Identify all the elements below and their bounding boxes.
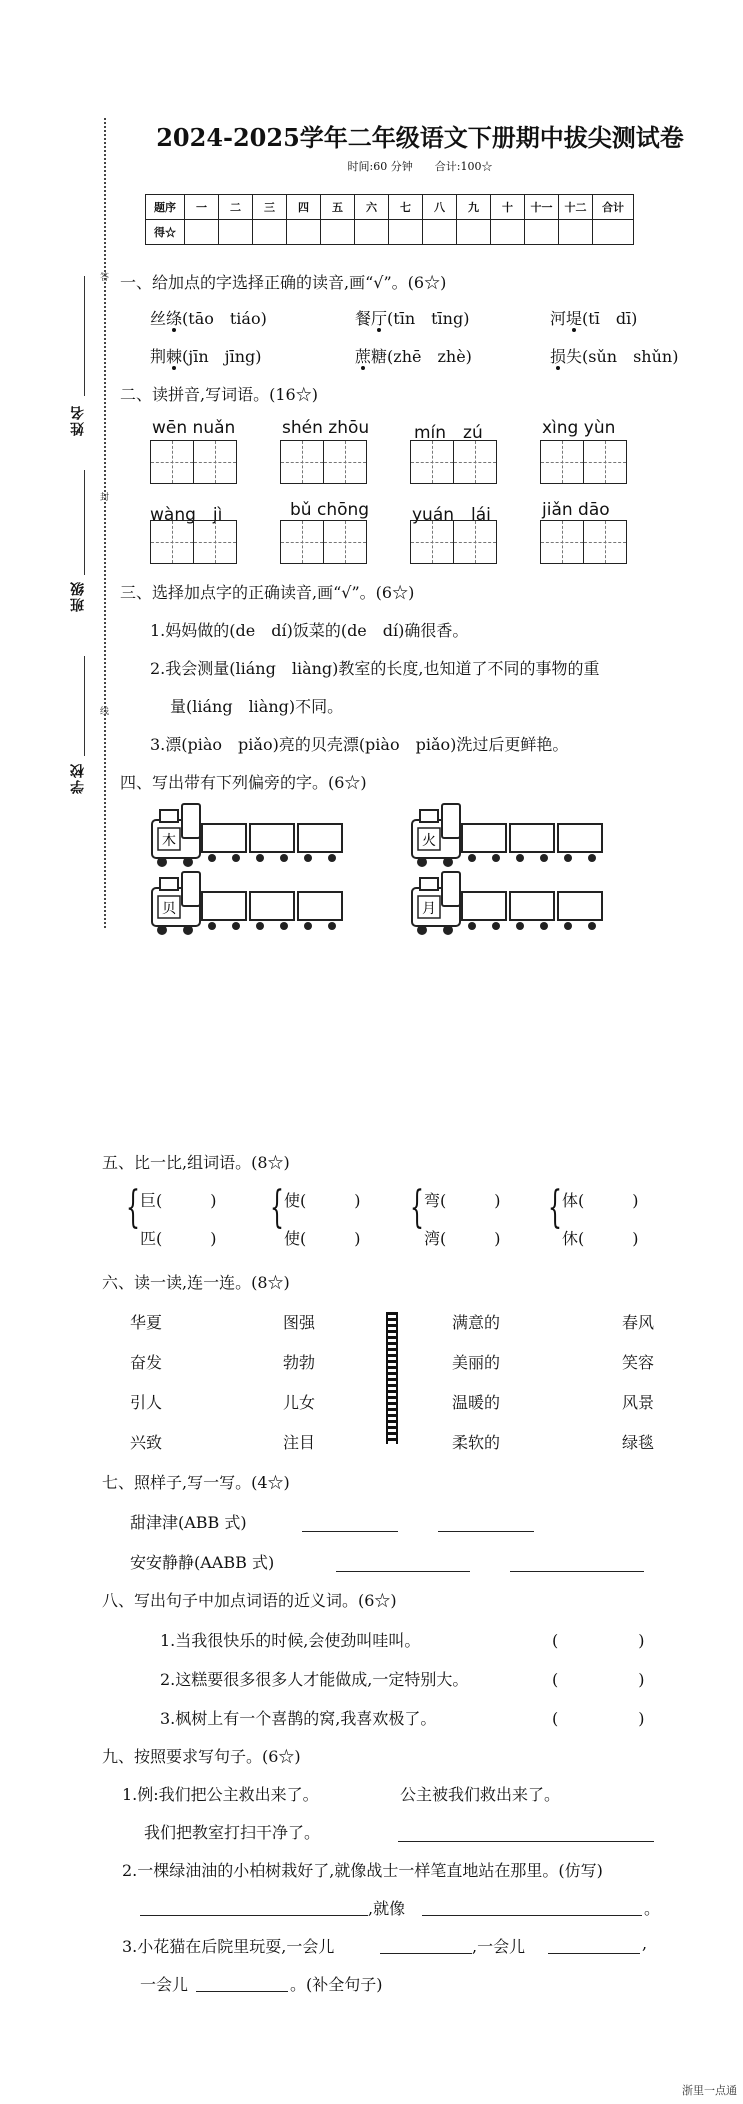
q8-title: 八、写出句子中加点词语的近义词。(6☆) [102,1591,397,1610]
q9-text: ,一会儿 [472,1937,526,1956]
q5-title: 五、比一比,组词语。(8☆) [102,1153,290,1172]
q8-line: 1.当我很快乐的时候,会使劲叫哇叫。 [160,1631,421,1650]
train-illustration [410,868,660,938]
q1-item[interactable]: 荆棘(jīn jīng) [150,347,262,366]
score-header-row [146,195,634,220]
answer-blank[interactable] [422,1914,642,1916]
side-mark-1: 答 [100,273,110,283]
radical-label: 木 [162,833,176,849]
match-word[interactable]: 风景 [622,1393,655,1412]
q3-line[interactable]: 量(liáng liàng)不同。 [170,697,344,716]
match-word[interactable]: 注目 [283,1433,316,1452]
score-cell[interactable] [185,220,219,245]
score-cell[interactable] [457,220,491,245]
score-cell[interactable] [423,220,457,245]
side-class-underline[interactable] [84,470,86,575]
train-illustration [150,800,400,870]
q2-pinyin: mín zú [414,423,483,443]
score-header-cell: 七 [389,195,423,220]
writing-grid-box[interactable] [583,520,627,564]
score-header-cell: 十一 [525,195,559,220]
brace-icon: { [548,1182,562,1233]
q2-pinyin: wēn nuǎn [152,418,236,438]
q9-example-answer: 公主被我们救出来了。 [400,1785,561,1804]
side-class-label: 班级 [70,580,86,612]
side-school-label: 学校 [70,762,86,794]
q7-line: 安安静静(AABB 式) [130,1553,275,1572]
q2-pinyin: jiǎn dāo [542,500,610,520]
side-mark-2: 封 [100,493,110,503]
match-word[interactable]: 兴致 [130,1433,163,1452]
score-header-cell: 八 [423,195,457,220]
writing-grid-box[interactable] [540,520,584,564]
score-header-cell: 题序 [146,195,185,220]
score-header-cell: 十 [491,195,525,220]
q5-item[interactable]: 休( ) [562,1229,639,1248]
writing-grid-box[interactable] [410,440,454,484]
writing-grid-box[interactable] [193,520,237,564]
brace-icon: { [410,1182,424,1233]
q5-item[interactable]: 使( ) [284,1191,361,1210]
score-header-cell: 四 [287,195,321,220]
q3-line[interactable]: 1.妈妈做的(de dí)饭菜的(de dí)确很香。 [150,621,469,640]
score-table [145,194,634,245]
writing-grid-box[interactable] [583,440,627,484]
q2-pinyin: wàng jì [150,505,223,525]
match-word[interactable]: 华夏 [130,1313,163,1332]
q9-text: ,就像 [368,1899,406,1918]
q8-line: 2.这糕要很多很多人才能做成,一定特别大。 [160,1670,469,1689]
writing-grid-box[interactable] [323,520,367,564]
q3-title: 三、选择加点字的正确读音,画“√”。(6☆) [120,583,415,602]
radical-label: 火 [422,833,436,849]
answer-blank[interactable] [196,1990,288,1992]
writing-grid-box[interactable] [150,520,194,564]
answer-blank[interactable] [302,1530,398,1532]
q2-pinyin: shén zhōu [282,418,370,438]
score-cell[interactable] [321,220,355,245]
q9-prompt: 2.一棵绿油油的小柏树栽好了,就像战士一样笔直地站在那里。(仿写) [122,1861,603,1880]
score-header-cell: 五 [321,195,355,220]
answer-blank[interactable] [548,1952,640,1954]
writing-grid-box[interactable] [540,440,584,484]
match-word[interactable]: 笑容 [622,1353,655,1372]
score-cell[interactable] [219,220,253,245]
q1-item[interactable]: 损失(sǔn shǔn) [550,347,679,366]
match-word[interactable]: 引人 [130,1393,163,1412]
q5-item[interactable]: 匹( ) [140,1229,217,1248]
match-word[interactable]: 图强 [283,1313,316,1332]
train-illustration [410,800,660,870]
match-word[interactable]: 勃勃 [283,1353,316,1372]
q1-item[interactable]: 蔗糖(zhē zhè) [355,347,472,366]
score-cell[interactable] [355,220,389,245]
q7-title: 七、照样子,写一写。(4☆) [102,1473,290,1492]
writing-grid-box[interactable] [410,520,454,564]
page-title: 2024-2025学年二年级语文下册期中拔尖测试卷 [156,123,684,152]
writing-grid-box[interactable] [150,440,194,484]
q1-item[interactable]: 河堤(tī dī) [550,309,638,328]
score-cell[interactable] [559,220,593,245]
match-word[interactable]: 绿毯 [622,1433,655,1452]
binding-line [104,118,106,928]
score-cell[interactable] [389,220,423,245]
q9-example: 1.例:我们把公主救出来了。 [122,1785,319,1804]
writing-grid-box[interactable] [280,440,324,484]
score-header-cell: 合计 [593,195,634,220]
match-word[interactable]: 满意的 [452,1313,501,1332]
score-row-label: 得☆ [146,220,185,245]
q8-line: 3.枫树上有一个喜鹊的窝,我喜欢极了。 [160,1709,437,1728]
score-cell[interactable] [525,220,559,245]
q5-item[interactable]: 湾( ) [424,1229,501,1248]
answer-blank[interactable] [380,1952,472,1954]
writing-grid-box[interactable] [453,520,497,564]
q9-title: 九、按照要求写句子。(6☆) [102,1747,301,1766]
q9-text: 。 [644,1899,661,1918]
side-name-label: 姓名 [70,404,86,436]
radical-label: 月 [422,901,436,917]
q3-line[interactable]: 2.我会测量(liáng liàng)教室的长度,也知道了不同的事物的重 [150,659,600,678]
q9-text: , [642,1934,648,1953]
q6-title: 六、读一读,连一连。(8☆) [102,1273,290,1292]
q1-item[interactable]: 餐厅(tīn tīng) [355,309,470,328]
q2-pinyin: bǔ chōng [290,500,370,520]
writing-grid-box[interactable] [193,440,237,484]
footer-watermark: 浙里一点通 [682,2084,737,2097]
match-word[interactable]: 奋发 [130,1353,163,1372]
q1-title: 一、给加点的字选择正确的读音,画“√”。(6☆) [120,273,447,292]
q4-title: 四、写出带有下列偏旁的字。(6☆) [120,773,367,792]
q5-item[interactable]: 体( ) [562,1191,639,1210]
side-name-underline[interactable] [84,276,86,396]
score-header-cell: 三 [253,195,287,220]
writing-grid-box[interactable] [453,440,497,484]
brace-icon: { [126,1182,140,1233]
answer-blank[interactable] [140,1914,368,1916]
q9-text: 一会儿 [140,1975,189,1994]
score-header-cell: 十二 [559,195,593,220]
match-word[interactable]: 温暖的 [452,1393,501,1412]
score-cell[interactable] [287,220,321,245]
q9-text: 。(补全句子) [290,1975,383,1994]
q3-line[interactable]: 3.漂(piào piǎo)亮的贝壳漂(piào piǎo)洗过后更鲜艳。 [150,735,569,754]
score-cell[interactable] [491,220,525,245]
writing-grid-box[interactable] [323,440,367,484]
score-row [146,220,634,245]
q2-pinyin: xìng yùn [542,418,616,438]
q5-item[interactable]: 使( ) [284,1229,361,1248]
match-word[interactable]: 柔软的 [452,1433,501,1452]
side-mark-3: 线 [100,707,110,717]
writing-grid-box[interactable] [280,520,324,564]
score-cell[interactable] [593,220,634,245]
match-word[interactable]: 春风 [622,1313,655,1332]
score-header-cell: 一 [185,195,219,220]
answer-blank[interactable] [438,1530,534,1532]
train-illustration [150,868,400,938]
answer-blank[interactable] [398,1840,654,1842]
score-header-cell: 二 [219,195,253,220]
answer-paren[interactable]: ( ) [552,1670,645,1689]
answer-paren[interactable]: ( ) [552,1631,645,1650]
q5-item[interactable]: 弯( ) [424,1191,501,1210]
match-word[interactable]: 美丽的 [452,1353,501,1372]
brace-icon: { [270,1182,284,1233]
answer-paren[interactable]: ( ) [552,1709,645,1728]
answer-blank[interactable] [336,1570,470,1572]
q9-prompt: 我们把教室打扫干净了。 [144,1823,321,1842]
q1-item[interactable]: 丝绦(tāo tiáo) [150,309,267,328]
page-subtitle: 时间:60 分钟 合计:100☆ [347,160,493,173]
q9-prompt: 3.小花猫在后院里玩耍,一会儿 [122,1937,335,1956]
answer-blank[interactable] [510,1570,644,1572]
score-header-cell: 六 [355,195,389,220]
q2-title: 二、读拼音,写词语。(16☆) [120,385,318,404]
match-word[interactable]: 儿女 [283,1393,316,1412]
radical-label: 贝 [162,901,176,917]
side-school-underline[interactable] [84,656,86,756]
divider-wavy [386,1312,398,1444]
q7-line: 甜津津(ABB 式) [130,1513,247,1532]
score-header-cell: 九 [457,195,491,220]
q5-item[interactable]: 巨( ) [140,1191,217,1210]
q2-pinyin: yuán lái [412,505,491,525]
score-cell[interactable] [253,220,287,245]
